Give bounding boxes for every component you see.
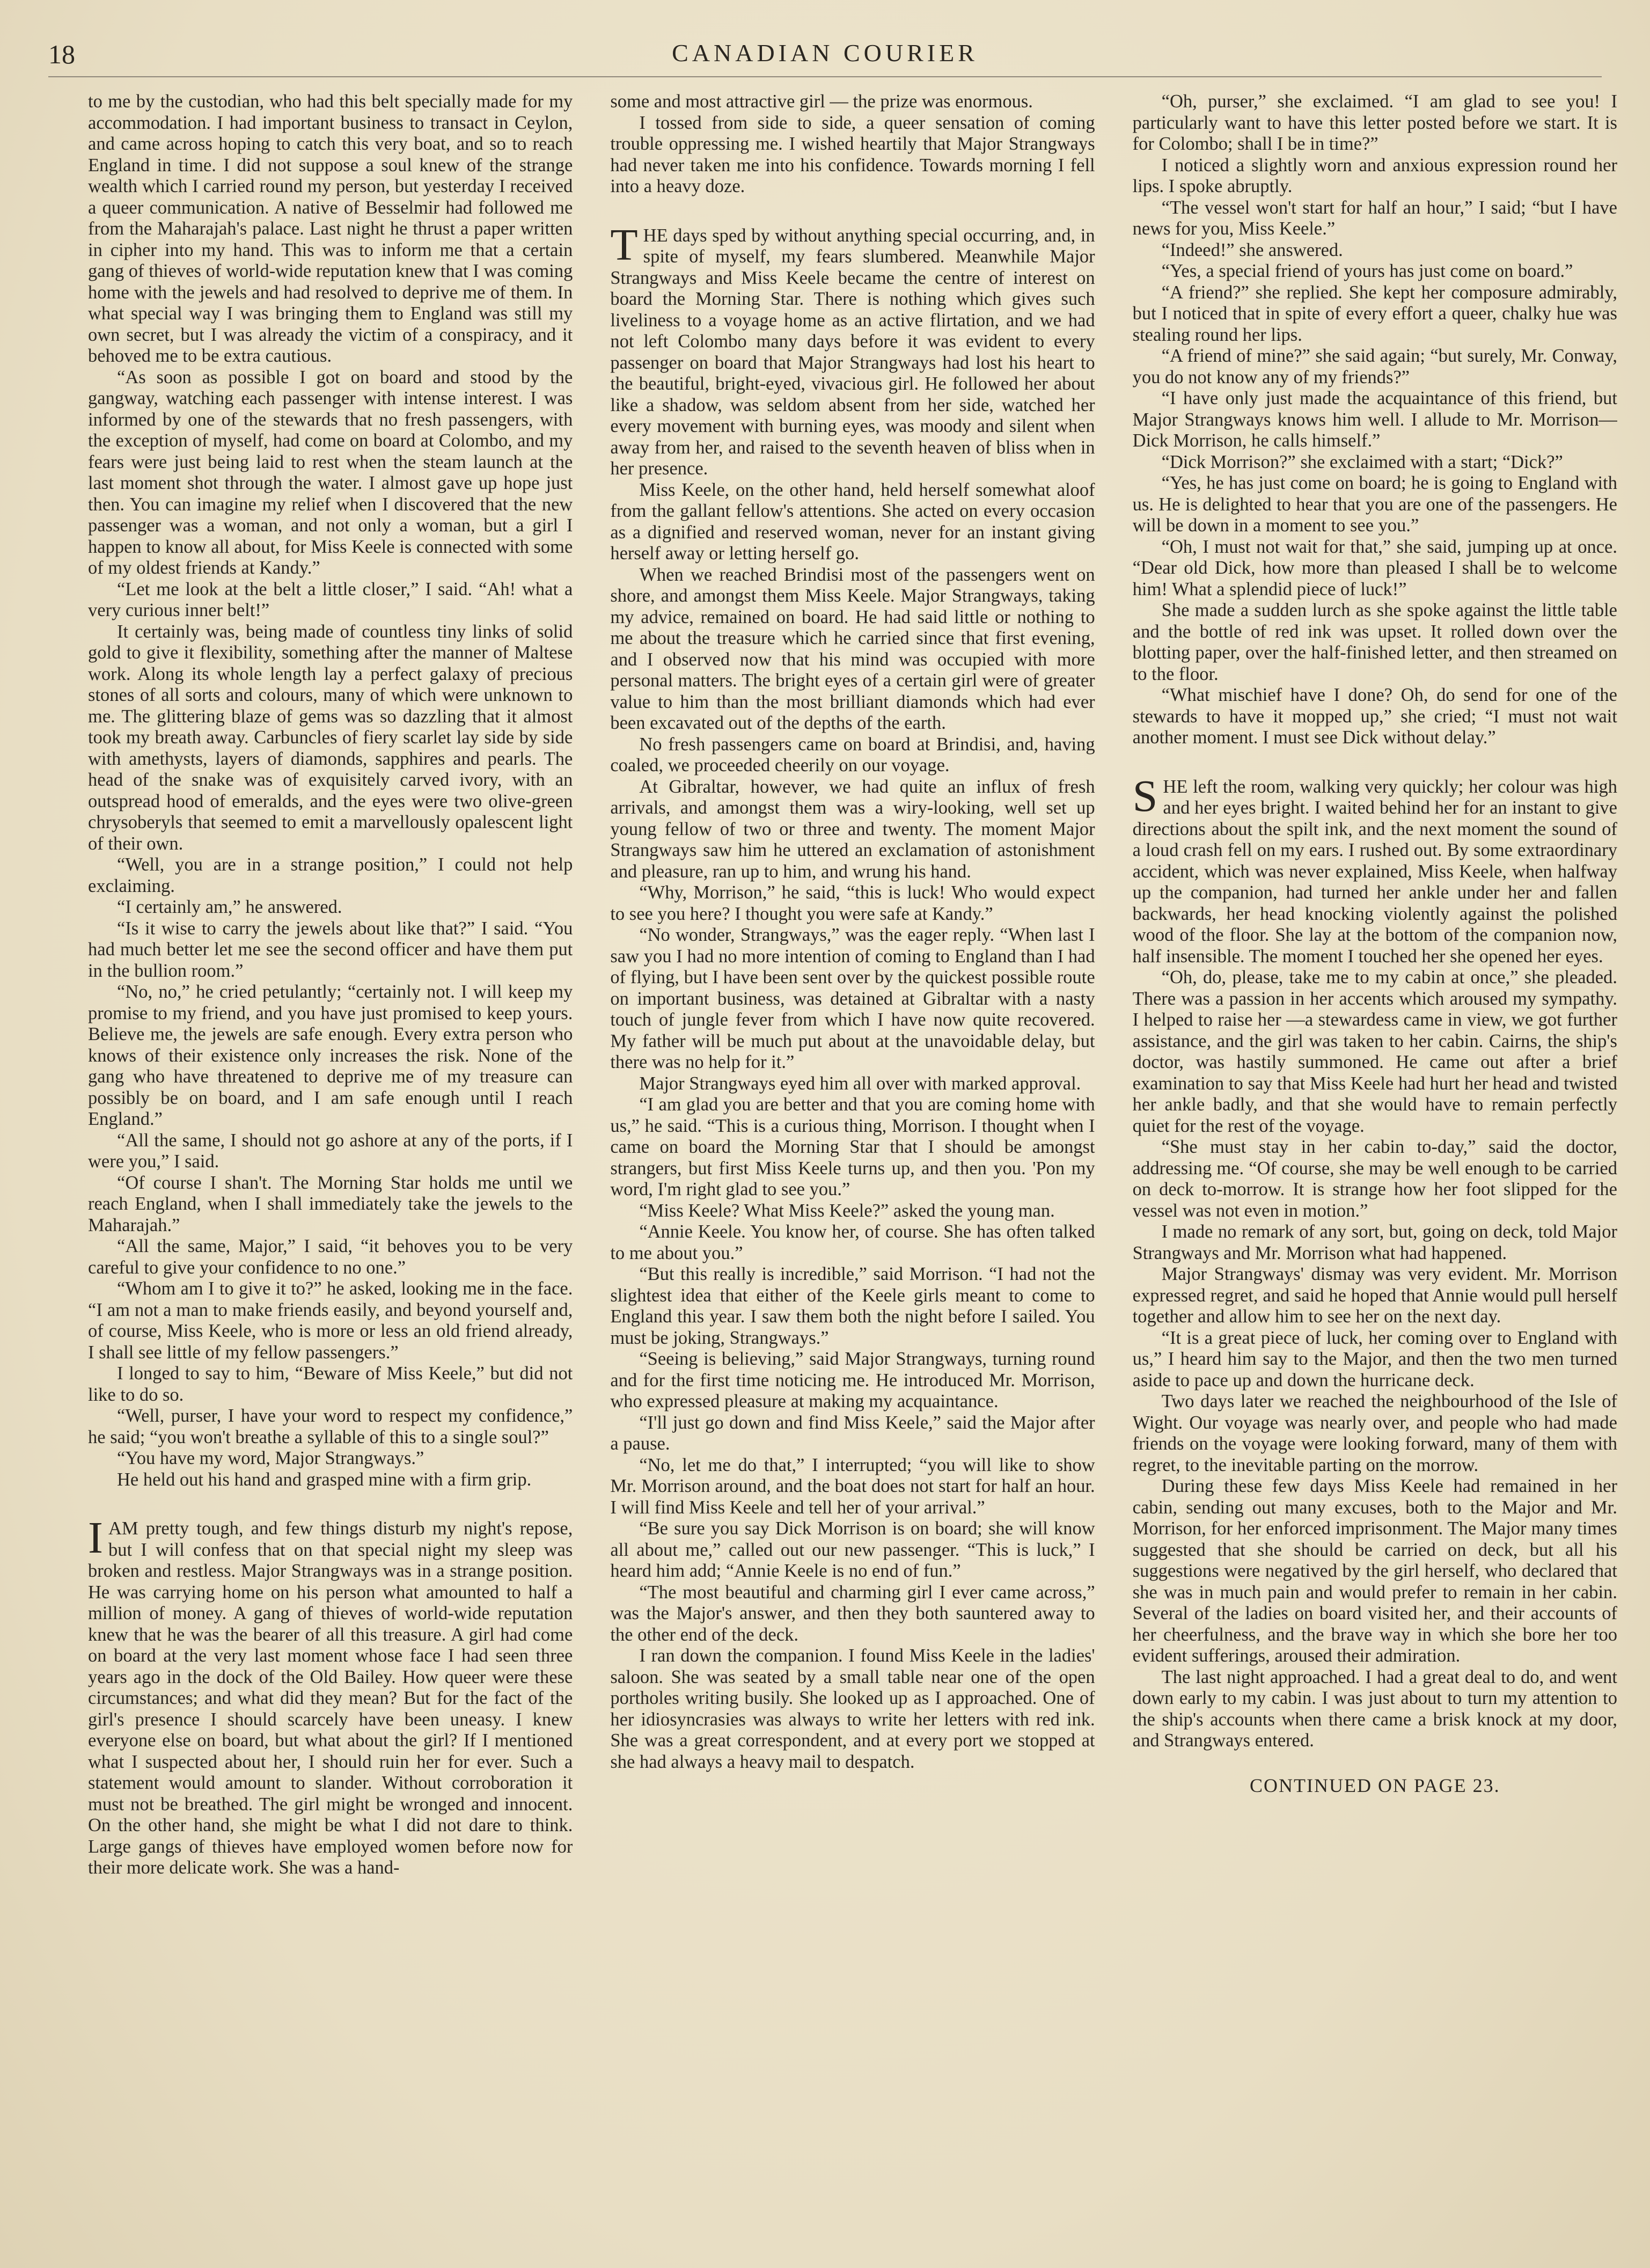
paragraph: “Of course I shan't. The Morning Star holds me until we reach England, when I shall immediately take the jewels to the Maharajah.” <box>88 1172 573 1235</box>
paragraph: “All the same, I should not go ashore at any of the ports, if I were you,” I said. <box>88 1130 573 1172</box>
paragraph: “Be sure you say Dick Morrison is on board; she will know all about me,” called out our new passenger. “This is luck,” I heard him add; “Annie Keele is no end of fun.” <box>610 1518 1095 1581</box>
paragraph: “Well, you are in a strange position,” I could not help exclaiming. <box>88 854 573 896</box>
paragraph: “Let me look at the belt a little closer,” I said. “Ah! what a very curious inner belt!” <box>88 579 573 620</box>
paragraph: At Gibraltar, however, we had quite an influx of fresh arrivals, and amongst them was a wiry-looking, well set up young fellow of two or three and twenty. The moment Major Strangways saw him he uttered an exclamation of astonishment and pleasure, ran up to him, and wrung his hand. <box>610 776 1095 882</box>
paragraph: “I certainly am,” he answered. <box>117 897 342 917</box>
paragraph: “A friend?” she replied. She kept her composure admirably, but I noticed that in spite of every effort a queer, chalky hue was stealing round her lips. <box>1132 282 1617 345</box>
paragraph: She made a sudden lurch as she spoke against the little table and the bottle of red ink was upset. It rolled down over the blotting paper, over the half-finished letter, and then streamed on to the floor. <box>1132 600 1617 684</box>
paragraph: “Miss Keele? What Miss Keele?” asked the young man. <box>639 1200 1055 1221</box>
paragraph: “Well, purser, I have your word to respect my confidence,” he said; “you won't breathe a syllable of this to a single soul?” <box>88 1406 573 1447</box>
paragraph: When we reached Brindisi most of the passengers went on shore, and amongst them Miss Keele. Major Strangways, taking my advice, remained on board. He had said little or nothing to me about the treasure which he carried since that first evening, and I observed now that his mind was occupied with more personal matters. The bright eyes of a certain girl were of greater value to him than the most brilliant diamonds which had ever been excavated out of the depths of the earth. <box>610 564 1095 733</box>
paragraph: “As soon as possible I got on board and stood by the gangway, watching each passenger with intense interest. I was informed by one of the stewards that no fresh passengers, with the exception of myself, had come on board at Colombo, and my fears were just being laid to rest when the steam launch at the last moment shot through the water. I almost gave up hope just then. You can imagine my relief when I discovered that the new passenger was a woman, and not only a woman, but a girl I happen to know all about, for Miss Keele is connected with some of my oldest friends at Kandy.” <box>88 367 573 578</box>
text-column-2 <box>610 91 1095 2195</box>
paragraph: I made no remark of any sort, but, going on deck, told Major Strangways and Mr. Morrison what had happened. <box>1132 1221 1617 1263</box>
magazine-title: CANADIAN COURIER <box>672 39 978 67</box>
paragraph: “She must stay in her cabin to-day,” said the doctor, addressing me. “Of course, she may be well enough to be carried on deck to-morrow. It is strange how her foot slipped for the vessel was not even in motion.” <box>1132 1137 1617 1221</box>
paragraph: “What mischief have I done? Oh, do send for one of the stewards to have it mopped up,” she cried; “I must not wait another moment. I must see Dick without delay.” <box>1132 685 1617 748</box>
continued-notice: CONTINUED ON PAGE 23. <box>1249 1774 1500 1796</box>
paragraph: “The most beautiful and charming girl I ever came across,” was the Major's answer, and then they both sauntered away to the other end of the deck. <box>610 1582 1095 1645</box>
paragraph: “No, let me do that,” I interrupted; “you will like to show Mr. Morrison around, and the boat does not start for half an hour. I will find Miss Keele and tell her of your arrival.” <box>610 1454 1095 1518</box>
paragraph: Two days later we reached the neighbourhood of the Isle of Wight. Our voyage was nearly over, and people who had made friends on the voyage were looking forward, many of them with regret, to the inevitable parting on the morrow. <box>1132 1391 1617 1475</box>
page-header <box>48 39 1602 77</box>
paragraph: “Oh, purser,” she exclaimed. “I am glad to see you! I particularly want to have this letter posted before we start. It is for Colombo; shall I be in time?” <box>1132 91 1617 154</box>
paragraph: some and most attractive girl — the prize was enormous. <box>610 91 1033 112</box>
paragraph: “Indeed!” she answered. <box>1161 239 1343 260</box>
paragraph: “No, no,” he cried petulantly; “certainly not. I will keep my promise to my friend, and you have just promised to keep yours. Believe me, the jewels are safe enough. Every extra person who knows of their existence only increases the risk. None of the gang who have threatened to deprive me of my treasure can possibly be on board, and I am safe enough until I reach England.” <box>88 982 573 1129</box>
paragraph: I noticed a slightly worn and anxious expression round her lips. I spoke abruptly. <box>1132 155 1617 196</box>
paragraph: “It is a great piece of luck, her coming over to England with us,” I heard him say to the Major, and then the two men turned aside to pace up and down the hurricane deck. <box>1132 1327 1617 1391</box>
paragraph: “Dick Morrison?” she exclaimed with a start; “Dick?” <box>1161 451 1563 472</box>
paragraph: “Annie Keele. You know her, of course. She has often talked to me about you.” <box>610 1221 1095 1263</box>
paragraph: “But this really is incredible,” said Morrison. “I had not the slightest idea that either of the Keele girls meant to come to England this year. I saw them both the night before I sailed. You must be joking, Strangways.” <box>610 1264 1095 1348</box>
paragraph: to me by the custodian, who had this belt specially made for my accommodation. I had important business to transact in Ceylon, and came across hoping to catch this very boat, and so to reach England in time. I did not suppose a soul knew of the strange wealth which I carried round my person, but yesterday I received a queer communication. A native of Besselmir had followed me from the Maharajah's palace. Last night he thrust a paper written in cipher into my hand. This was to inform me that a certain gang of thieves of world-wide reputation knew that I was coming home with the jewels and had resolved to deprive me of them. In what special way I was bringing them to England was still my own secret, but I was already the victim of a conspiracy, and it behoved me to be extra cautious. <box>88 91 573 366</box>
paragraph: “I have only just made the acquaintance of this friend, but Major Strangways knows him well. I allude to Mr. Morrison—Dick Morrison, he calls himself.” <box>1132 388 1617 451</box>
paragraph: “You have my word, Major Strangways.” <box>117 1448 424 1468</box>
paragraph: I ran down the companion. I found Miss Keele in the ladies' saloon. She was seated by a small table near one of the open portholes writing busily. She looked up as I approached. One of her idiosyncrasies was always to write her letters with red ink. She was a great correspondent, and at every port we stopped at she had always a heavy mail to despatch. <box>610 1645 1095 1772</box>
paragraph: “No wonder, Strangways,” was the eager reply. “When last I saw you I had no more intention of coming to England than I had of flying, but I have been sent over by the quickest possible route on important business, was detained at Gibraltar with a nasty touch of jungle fever from which I have now quite recovered. My father will be much put about at the unavoidable delay, but there was no help for it.” <box>610 925 1095 1072</box>
article-body <box>88 91 1617 2195</box>
paragraph: During these few days Miss Keele had remained in her cabin, sending out many excuses, both to the Major and Mr. Morrison, for her enforced imprisonment. The Major many times suggested that she should be carried on deck, but all his suggestions were negatived by the girl herself, who declared that she was in much pain and would prefer to remain in her cabin. Several of the ladies on board visited her, and their accounts of her cheerfulness, and the brave way in which she bore her too evident sufferings, aroused their admiration. <box>1132 1476 1617 1666</box>
paragraph: “Oh, I must not wait for that,” she said, jumping up at once. “Dear old Dick, how more than pleased I shall be to welcome him! What a splendid piece of luck!” <box>1132 536 1617 599</box>
paragraph: It certainly was, being made of countless tiny links of solid gold to give it flexibility, something after the manner of Maltese work. Along its whole length lay a perfect galaxy of precious stones of all sorts and colours, many of which were unknown to me. The glittering blaze of gems was so dazzling that it almost took my breath away. Carbuncles of fiery scarlet lay side by side with amethysts, layers of diamonds, sapphires and pearls. The head of the snake was of exquisitely carved ivory, with an outspread hood of emeralds, and the eyes were two olive-green chrysoberyls that seemed to emit a marvellously opalescent light of their own. <box>88 621 573 854</box>
paragraph: Miss Keele, on the other hand, held herself somewhat aloof from the gallant fellow's attentions. She acted on every occasion as a dignified and reserved woman, never for an instant giving herself away or letting herself go. <box>610 479 1095 564</box>
paragraph: I tossed from side to side, a queer sensation of coming trouble oppressing me. I wished heartily that Major Strangways had never taken me into his confidence. Towards morning I fell into a heavy doze. <box>610 112 1095 196</box>
paragraph: “Oh, do, please, take me to my cabin at once,” she pleaded. There was a passion in her accents which aroused my sympathy. I helped to raise her —a stewardess came in view, we got further assistance, and the girl was taken to her cabin. Cairns, the ship's doctor, was hastily summoned. He came out after a brief examination to say that Miss Keele had hurt her head and twisted her ankle badly, and that she would have to remain perfectly quiet for the rest of the voyage. <box>1132 967 1617 1136</box>
paragraph: The last night approached. I had a great deal to do, and went down early to my cabin. I was just about to turn my attention to the ship's accounts when there came a brisk knock at my door, and Strangways entered. <box>1132 1666 1617 1751</box>
paragraph: “A friend of mine?” she said again; “but surely, Mr. Conway, you do not know any of my friends?” <box>1132 346 1617 387</box>
text-column-1 <box>88 91 573 2195</box>
paragraph: “I'll just go down and find Miss Keele,” said the Major after a pause. <box>610 1412 1095 1454</box>
paragraph: “Whom am I to give it to?” he asked, looking me in the face. “I am not a man to make friends easily, and beyond yourself and, of course, Miss Keele, who is more or less an old friend already, I shall see little of my fellow passengers.” <box>88 1278 573 1363</box>
paragraph: “Why, Morrison,” he said, “this is luck! Who would expect to see you here? I thought you were safe at Kandy.” <box>610 882 1095 924</box>
paragraph: “Is it wise to carry the jewels about like that?” I said. “You had much better let me see the second officer and have them put in the bullion room.” <box>88 918 573 981</box>
paragraph: No fresh passengers came on board at Brindisi, and, having coaled, we proceeded cheerily on our voyage. <box>610 734 1095 775</box>
paragraph: “Yes, he has just come on board; he is going to England with us. He is delighted to hear that you are one of the passengers. He will be down in a moment to see you.” <box>1132 473 1617 536</box>
paragraph: SHE left the room, walking very quickly; her colour was high and her eyes bright. I waited behind her for an instant to give directions about the spilt ink, and the next moment the sound of a loud crash fell on my ears. I rushed out. By some extraordinary accident, which was never explained, Miss Keele, when halfway up the companion, had turned her ankle under her and fallen backwards, her head knocking violently against the polished wood of the floor. She lay at the bottom of the companion now, half insensible. The moment I touched her she opened her eyes. <box>1132 771 1617 967</box>
paragraph: THE days sped by without anything special occurring, and, in spite of myself, my fears slumbered. Meanwhile Major Strangways and Miss Keele became the centre of interest on board the Morning Star. There is nothing which gives such liveliness to a voyage home as an active flirtation, and we had not left Colombo many days before it was evident to every passenger on board that Major Strangways had lost his heart to the beautiful, bright-eyed, vivacious girl. He followed her about like a shadow, was seldom absent from her side, watched her every movement with burning eyes, was moody and silent when away from her, and raised to the seventh heaven of bliss when in her presence. <box>610 220 1095 479</box>
paragraph: “The vessel won't start for half an hour,” I said; “but I have news for you, Miss Keele.” <box>1132 197 1617 239</box>
text-column-3 <box>1133 91 1617 2195</box>
paragraph: “I am glad you are better and that you are coming home with us,” he said. “This is a curious thing, Morrison. I thought when I came on board the Morning Star that I should be amongst strangers, but first Miss Keele turns up, and then you. 'Pon my word, I'm right glad to see you.” <box>610 1094 1095 1199</box>
paragraph: Major Strangways' dismay was very evident. Mr. Morrison expressed regret, and said he hoped that Annie would pull herself together and allow him to see her on the next day. <box>1132 1264 1617 1327</box>
page-number: 18 <box>48 39 75 69</box>
paragraph: I longed to say to him, “Beware of Miss Keele,” but did not like to do so. <box>88 1363 573 1405</box>
paragraph: “Yes, a special friend of yours has just come on board.” <box>1161 261 1573 281</box>
paragraph: “Seeing is believing,” said Major Strangways, turning round and for the first time noticing me. He introduced Mr. Morrison, who expressed pleasure at making my acquaintance. <box>610 1349 1095 1411</box>
paragraph: He held out his hand and grasped mine with a firm grip. <box>117 1469 532 1490</box>
paragraph: “All the same, Major,” I said, “it behoves you to be very careful to give your confidence to no one.” <box>88 1236 573 1278</box>
paragraph: IAM pretty tough, and few things disturb my night's repose, but I will confess that on that special night my sleep was broken and restless. Major Strangways was in a strange position. He was carrying home on his person what amounted to half a million of money. A gang of thieves of world-wide reputation knew that he was the bearer of all this treasure. A girl had come on board at the very last moment whose face I had seen three years ago in the dock of the Old Bailey. How queer were these circumstances; and what did they mean? But for the fact of the girl's presence I should scarcely have been uneasy. I knew everyone else on board, but what about the girl? If I mentioned what I suspected about her, I should ruin her for ever. Such a statement would amount to slander. Without corroboration it must not be breathed. The girl might be wronged and innocent. On the other hand, she might be what I did not dare to think. Large gangs of thieves have employed women before now for their more delicate work. She was a hand- <box>88 1513 573 1878</box>
paragraph: Major Strangways eyed him all over with marked approval. <box>639 1073 1081 1094</box>
